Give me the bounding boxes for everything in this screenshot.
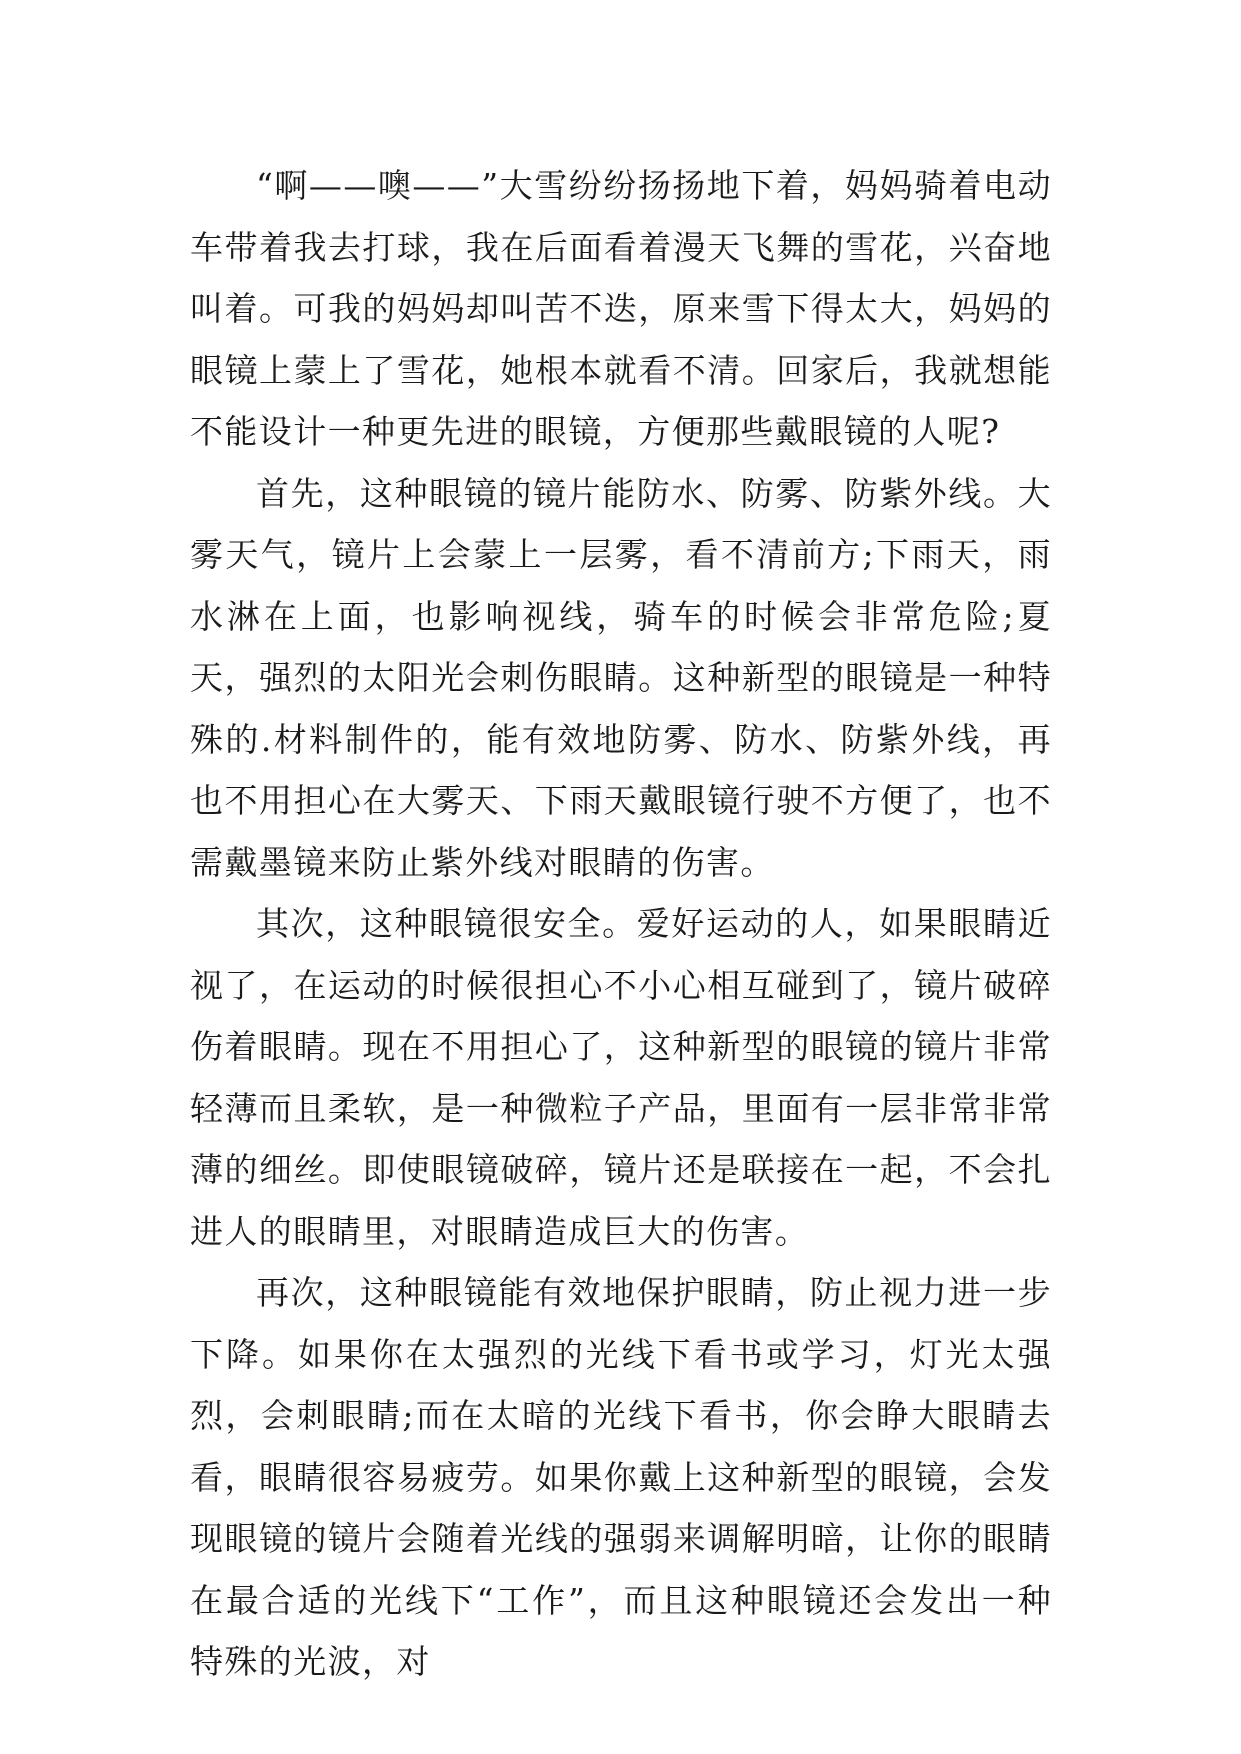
paragraph-1: “啊——噢——”大雪纷纷扬扬地下着，妈妈骑着电动车带着我去打球，我在后面看着漫天飞舞的雪花，兴奋地叫着。可我的妈妈却叫苦不迭，原来雪下得太大，妈妈的眼镜上蒙上了雪花，她根本就看不清。回家后，我就想能不能设计一种更先进的眼镜，方便那些戴眼镜的人呢?	[190, 166, 1052, 451]
paragraph-4: 再次，这种眼镜能有效地保护眼睛，防止视力进一步下降。如果你在太强烈的光线下看书或学习，灯光太强烈，会刺眼睛;而在太暗的光线下看书，你会睁大眼睛去看，眼睛很容易疲劳。如果你戴上这种新型的眼镜，会发现眼镜的镜片会随着光线的强弱来调解明暗，让你的眼睛在最合适的光线下“工作”，而且这种眼镜还会发出一种特殊的光波，对	[190, 1273, 1052, 1681]
document-body	[190, 155, 1052, 1693]
paragraph-2: 首先，这种眼镜的镜片能防水、防雾、防紫外线。大雾天气，镜片上会蒙上一层雾，看不清前方;下雨天，雨水淋在上面，也影响视线，骑车的时候会非常危险;夏天，强烈的太阳光会刺伤眼睛。这种新型的眼镜是一种特殊的.材料制件的，能有效地防雾、防水、防紫外线，再也不用担心在大雾天、下雨天戴眼镜行驶不方便了，也不需戴墨镜来防止紫外线对眼睛的伤害。	[190, 473, 1052, 882]
paragraph-3: 其次，这种眼镜很安全。爱好运动的人，如果眼睛近视了，在运动的时候很担心不小心相互碰到了，镜片破碎伤着眼睛。现在不用担心了，这种新型的眼镜的镜片非常轻薄而且柔软，是一种微粒子产品，里面有一层非常非常薄的细丝。即使眼镜破碎，镜片还是联接在一起，不会扎进人的眼睛里，对眼睛造成巨大的伤害。	[190, 904, 1052, 1251]
